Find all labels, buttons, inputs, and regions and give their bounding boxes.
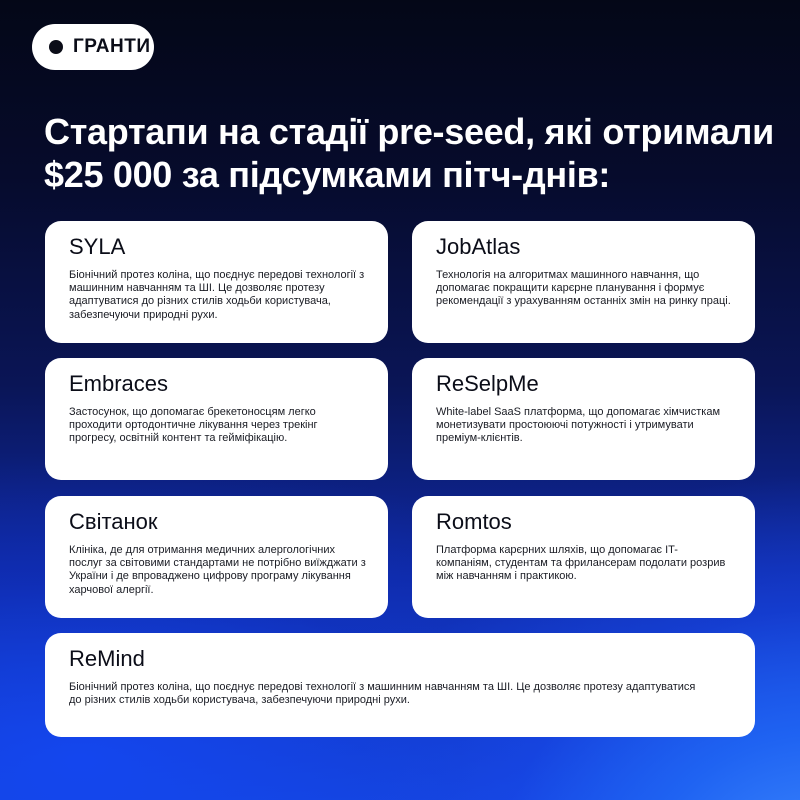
startup-name: Embraces xyxy=(69,371,169,396)
startup-description: Платформа карєрних шляхів, що допомагає IT-компаніям, студентам та фрилансерам подолати розрив між навчанням і практикою. xyxy=(436,544,726,583)
startup-card-reselpme xyxy=(412,358,755,480)
startup-description: Біонічний протез коліна, що поєднує передові технології з машинним навчанням та ШІ. Це дозволяє протезу адаптуватися до різних стилів ходьби користувача, забезпечуючи природні рухи. xyxy=(69,269,365,321)
startup-card-jobatlas xyxy=(412,221,755,343)
startup-card-syla xyxy=(45,221,388,343)
headline: Стартапи на стадії pre-seed, які отримали $25 000 за підсумками пітч-днів: xyxy=(44,111,774,195)
startup-name: ReSelpMe xyxy=(436,371,539,396)
category-tag xyxy=(32,24,154,70)
startup-description: Застосунок, що допомагає брекетоносцям легко проходити ортодонтичне лікування через трекінг прогресу, освітній контент та гейміфікацію. xyxy=(69,406,318,445)
startup-name: JobAtlas xyxy=(436,234,521,259)
startup-card-remind xyxy=(45,633,755,737)
startup-description: White-label SaaS платформа, що допомагає хімчисткам монетизувати простоюючі потужності і утримувати преміум-клієнтів. xyxy=(436,406,721,445)
startup-name: ReMind xyxy=(69,646,145,671)
startup-card-embraces xyxy=(45,358,388,480)
startup-card-svitanok xyxy=(45,496,388,618)
startup-card-romtos xyxy=(412,496,755,618)
startup-description: Біонічний протез коліна, що поєднує передові технології з машинним навчанням та ШІ. Це дозволяє протезу адаптуватися до різних стилів ходьби користувача, забезпечуючи природні рухи. xyxy=(69,681,696,707)
startup-name: SYLA xyxy=(69,234,126,259)
startup-description: Клініка, де для отримання медичних алергологічних послуг за світовими стандартами не потрібно виїжджати з України і де впроваджено цифрову програму лікування харчової алергії. xyxy=(69,544,366,596)
bullet-dot-icon xyxy=(49,40,63,54)
startup-description: Технологія на алгоритмах машинного навчання, що допомагає покращити карєрне планування і формує рекомендації з урахуванням останніх змін на ринку праці. xyxy=(436,269,731,308)
startup-name: Світанок xyxy=(69,509,158,534)
category-tag-label: ГРАНТИ xyxy=(73,36,151,57)
startup-name: Romtos xyxy=(436,509,512,534)
